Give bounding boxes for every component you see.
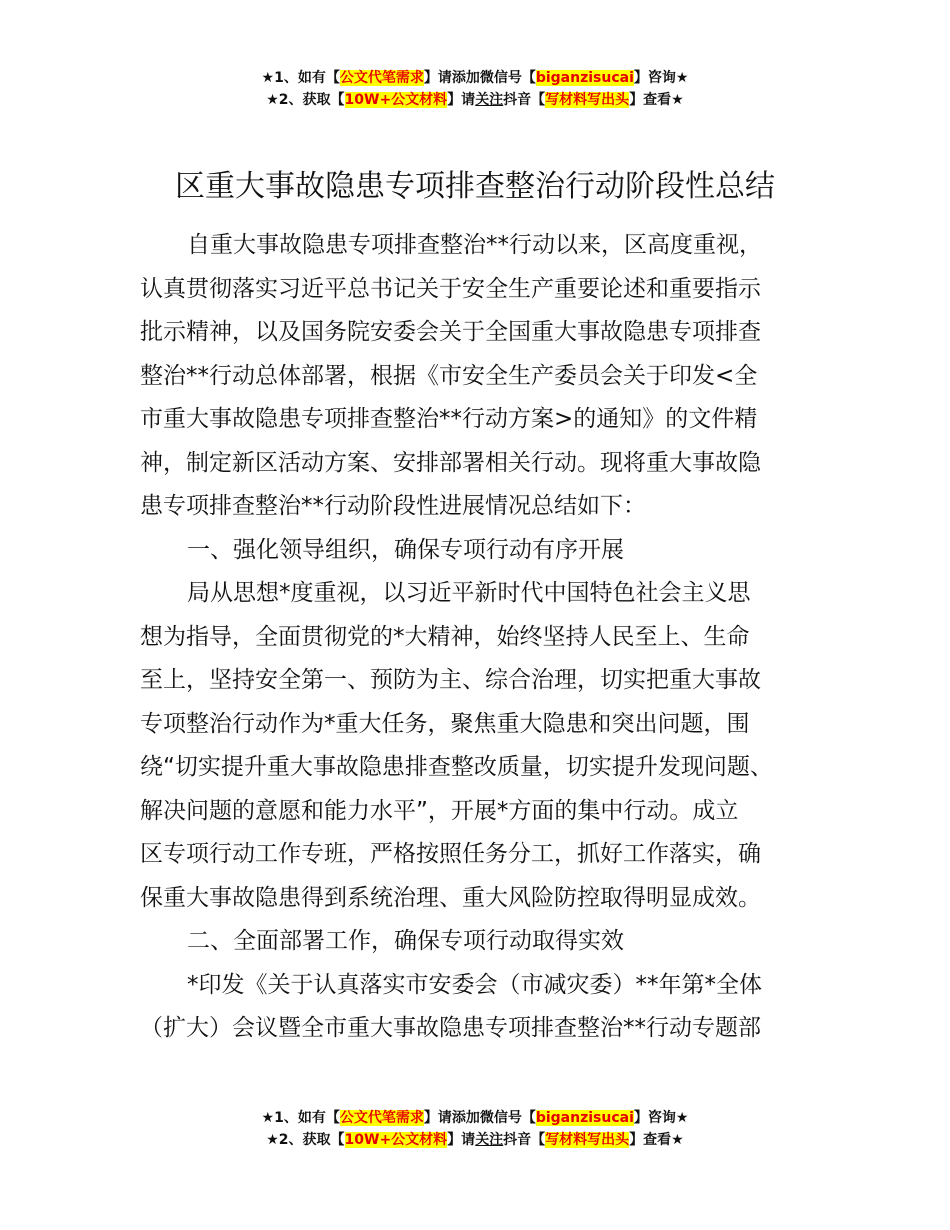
paragraph-line: *印发《关于认真落实市安委会（市减灾委）**年第*全体 — [187, 971, 762, 998]
paragraph-line: 区专项行动工作专班，严格按照任务分工，抓好工作落实，确 — [140, 841, 761, 867]
promo-highlight: biganzisucai — [535, 1110, 634, 1126]
promo-text: 】请 — [447, 1132, 476, 1148]
paragraph-line: 想为指导，全面贯彻党的*大精神，始终坚持人民至上、生命 — [140, 623, 750, 650]
promo-text: 】查看★ — [629, 92, 684, 108]
promo-text: ★1、如有【 — [261, 1110, 340, 1126]
promo-highlight: 公文代笔需求 — [339, 1110, 424, 1126]
paragraph-line: 自重大事故隐患专项排查整治**行动以来，区高度重视， — [187, 232, 762, 258]
paragraph-line: 患专项排查整治**行动阶段性进展情况总结如下： — [140, 493, 646, 519]
paragraph-line: 认真贯彻落实习近平总书记关于安全生产重要论述和重要指示 — [140, 275, 761, 302]
paragraph-line: 至上，坚持安全第一、预防为主、综合治理，切实把重大事故 — [140, 667, 761, 693]
paragraph-line: 专项整治行动作为*重大任务，聚焦重大隐患和突出问题，围 — [140, 710, 750, 737]
promo-text: 】咨询★ — [633, 1110, 689, 1126]
paragraph-line: 市重大事故隐患专项排查整治**行动方案>的通知》的文件精 — [140, 406, 758, 432]
promo-highlight: 写材料写出头 — [545, 1132, 630, 1148]
promo-underlined-text: 关注 — [475, 1132, 504, 1148]
paragraph-line: 批示精神，以及国务院安委会关于全国重大事故隐患专项排查 — [140, 319, 761, 345]
promo-line-1 — [0, 67, 950, 89]
promo-text: 】请 — [447, 92, 476, 108]
promo-banner-bottom — [0, 1107, 950, 1151]
paragraph-line: （扩大）会议暨全市重大事故隐患专项排查整治**行动专题部 — [140, 1015, 761, 1041]
promo-text: ★2、获取【 — [266, 92, 345, 108]
promo-highlight: 10W+公文材料 — [344, 92, 448, 108]
promo-text: 抖音【 — [503, 92, 546, 108]
promo-text: 】查看★ — [629, 1132, 684, 1148]
promo-highlight: 10W+公文材料 — [344, 1132, 448, 1148]
promo-banner-top — [0, 67, 950, 111]
promo-line-2 — [0, 89, 950, 111]
promo-text: 】请添加微信号【 — [423, 70, 536, 86]
paragraph-line: 保重大事故隐患得到系统治理、重大风险防控取得明显成效。 — [140, 884, 761, 911]
promo-underlined-text: 关注 — [475, 92, 504, 108]
promo-text: ★1、如有【 — [261, 70, 340, 86]
paragraph-line: 局从思想*度重视，以习近平新时代中国特色社会主义思 — [187, 580, 751, 606]
document-title: 区重大事故隐患专项排查整治行动阶段性总结 — [175, 169, 775, 204]
promo-text: 抖音【 — [503, 1132, 546, 1148]
paragraph-line: 解决问题的意愿和能力水平”，开展*方面的集中行动。成立 — [140, 797, 739, 824]
paragraph-line: 整治**行动总体部署，根据《市安全生产委员会关于印发<全 — [140, 362, 758, 389]
promo-highlight: biganzisucai — [535, 70, 634, 86]
paragraph-line: 绕“切实提升重大事故隐患排查整改质量，切实提升发现问题、 — [140, 754, 773, 780]
promo-highlight: 公文代笔需求 — [339, 70, 424, 86]
promo-text: 】请添加微信号【 — [423, 1110, 536, 1126]
paragraph-line: 神，制定新区活动方案、安排部署相关行动。现将重大事故隐 — [140, 449, 761, 476]
promo-highlight: 写材料写出头 — [545, 92, 630, 108]
promo-line-2 — [0, 1129, 950, 1151]
document-body — [140, 224, 820, 1051]
section-heading: 二、全面部署工作，确保专项行动取得实效 — [187, 928, 624, 954]
section-heading: 一、强化领导组织，确保专项行动有序开展 — [187, 536, 624, 563]
promo-text: 】咨询★ — [633, 70, 689, 86]
promo-line-1 — [0, 1107, 950, 1129]
promo-text: ★2、获取【 — [266, 1132, 345, 1148]
